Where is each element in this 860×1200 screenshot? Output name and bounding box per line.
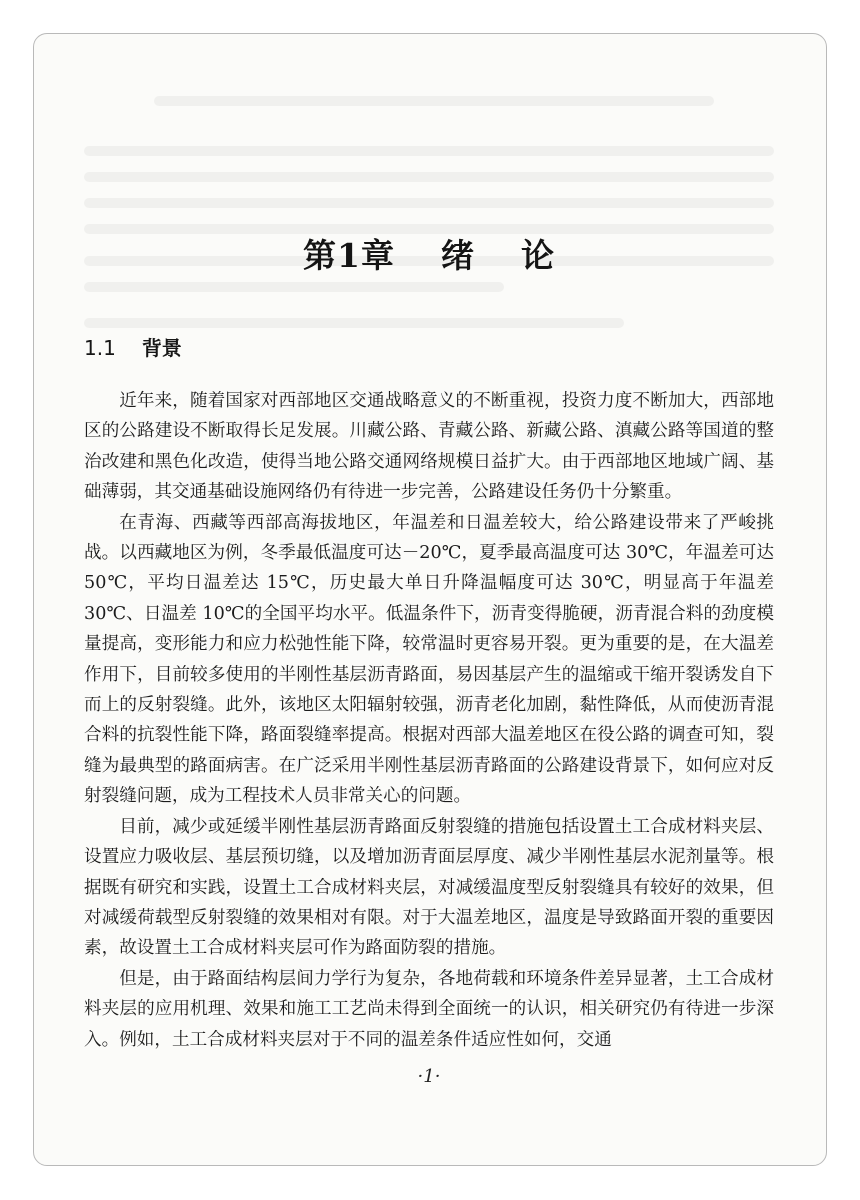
body-text xyxy=(84,386,774,1055)
paragraph: 近年来，随着国家对西部地区交通战略意义的不断重视，投资力度不断加大，西部地区的公路建设不断取得长足发展。川藏公路、青藏公路、新藏公路、滇藏公路等国道的整治改建和黑色化改造，使得当地公路交通网络规模日益扩大。由于西部地区地域广阔、基础薄弱，其交通基础设施网络仍有待进一步完善，公路建设任务仍十分繁重。 xyxy=(84,391,774,503)
book-page xyxy=(33,33,827,1166)
section-number: 1.1 xyxy=(84,336,116,360)
chapter-title xyxy=(84,230,774,277)
paragraph: 在青海、西藏等西部高海拔地区，年温差和日温差较大，给公路建设带来了严峻挑战。以西藏地区为例，冬季最低温度可达－20℃，夏季最高温度可达 30℃，年温差可达 50℃，平均日温差达 15℃，历史最大单日升降温幅度可达 30℃，明显高于年温差 30℃、日温差 10℃的全国平均水平。低温条件下，沥青变得脆硬，沥青混合料的劲度模量提高，变形能力和应力松弛性能下降，较常温时更容易开裂。更为重要的是，在大温差作用下，目前较多使用的半刚性基层沥青路面，易因基层产生的温缩或干缩开裂诱发自下而上的反射裂缝。此外，该地区太阳辐射较强，沥青老化加剧，黏性降低，从而使沥青混合料的抗裂性能下降，路面裂缝率提高。根据对西部大温差地区在役公路的调查可知，裂缝为最典型的路面病害。在广泛采用半刚性基层沥青路面的公路建设背景下，如何应对反射裂缝问题，成为工程技术人员非常关心的问题。 xyxy=(84,512,774,807)
chapter-title-char-1: 绪 xyxy=(440,236,475,275)
chapter-number: 第1章 xyxy=(303,236,395,275)
chapter-title-char-2: 论 xyxy=(520,236,555,275)
page-number: ·1· xyxy=(417,1066,441,1087)
section-title: 背景 xyxy=(141,336,182,360)
section-heading xyxy=(84,332,182,361)
paragraph: 目前，减少或延缓半刚性基层沥青路面反射裂缝的措施包括设置土工合成材料夹层、设置应力吸收层、基层预切缝，以及增加沥青面层厚度、减少半刚性基层水泥剂量等。根据既有研究和实践，设置土工合成材料夹层，对减缓温度型反射裂缝具有较好的效果，但对减缓荷载型反射裂缝的效果相对有限。对于大温差地区，温度是导致路面开裂的重要因素，故设置土工合成材料夹层可作为路面防裂的措施。 xyxy=(84,816,774,959)
paragraph: 但是，由于路面结构层间力学行为复杂，各地荷载和环境条件差异显著，土工合成材料夹层的应用机理、效果和施工工艺尚未得到全面统一的认识，相关研究仍有待进一步深入。例如，土工合成材料夹层对于不同的温差条件适应性如何，交通 xyxy=(84,968,774,1050)
